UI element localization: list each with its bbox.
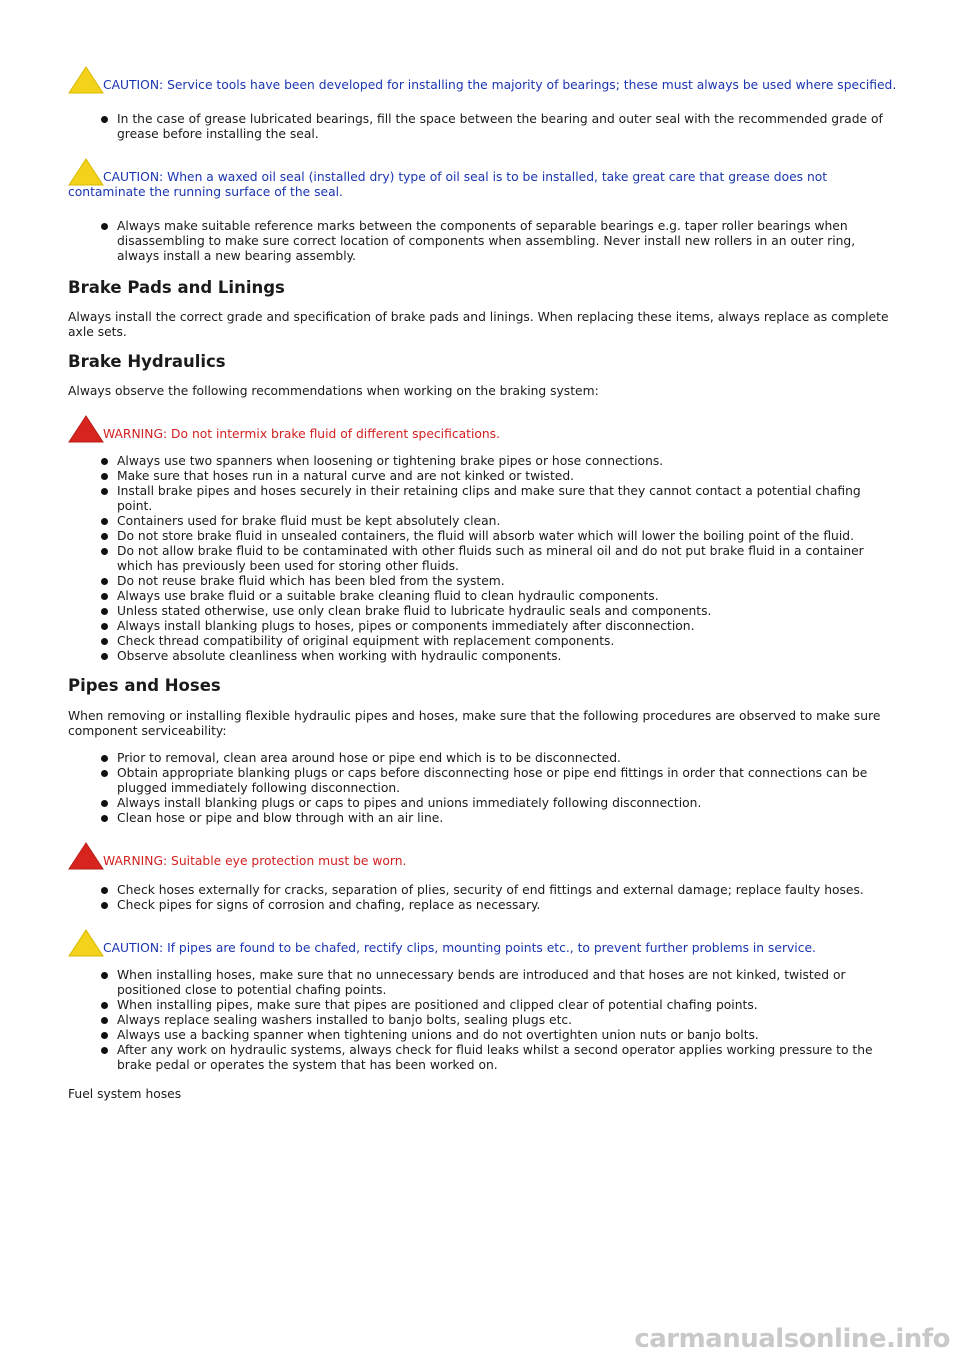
fuel-system-hoses-paragraph: Fuel system hoses — [68, 1087, 182, 1101]
list-item: Check hoses externally for cracks, separation of plies, security of end fittings and external damage; replace faulty hoses. — [117, 883, 898, 898]
caution-notice-chafed-pipes — [68, 941, 898, 956]
installation-list — [68, 968, 898, 1073]
section-heading-brake-hydraulics: Brake Hydraulics — [68, 352, 226, 371]
list-item: When installing hoses, make sure that no unnecessary bends are introduced and that hoses are not kinked, twisted or positioned close to potential chafing points. — [117, 968, 898, 998]
warning-notice-brake-fluid — [68, 427, 898, 442]
list-item: Check pipes for signs of corrosion and chafing, replace as necessary. — [117, 898, 898, 913]
list-item: Always make suitable reference marks between the components of separable bearings e.g. taper roller bearings when disassembling to make sure correct location of components when assembling. Never install new rollers in an outer ring, always install a new bearing assembly. — [117, 219, 898, 264]
caution-text: CAUTION: If pipes are found to be chafed, rectify clips, mounting points etc., to prevent further problems in service. — [103, 941, 816, 955]
list-item: Do not reuse brake fluid which has been bled from the system. — [117, 574, 898, 589]
caution-triangle-icon — [68, 158, 104, 186]
list-item: Always use two spanners when loosening or tightening brake pipes or hose connections. — [117, 454, 898, 469]
list-item: Always use brake fluid or a suitable brake cleaning fluid to clean hydraulic components. — [117, 589, 898, 604]
caution-text: CAUTION: Service tools have been developed for installing the majority of bearings; these must always be used where specified. — [103, 78, 897, 92]
list-item: Containers used for brake fluid must be kept absolutely clean. — [117, 514, 898, 529]
list-item: Prior to removal, clean area around hose or pipe end which is to be disconnected. — [117, 751, 898, 766]
caution-notice-waxed-seal — [68, 170, 898, 200]
bearing-grease-list — [68, 112, 898, 142]
section-heading-pipes-hoses: Pipes and Hoses — [68, 676, 221, 695]
warning-text: WARNING: Suitable eye protection must be worn. — [103, 854, 407, 868]
brake-hydraulics-paragraph: Always observe the following recommendations when working on the braking system: — [68, 384, 599, 398]
list-item: Unless stated otherwise, use only clean brake fluid to lubricate hydraulic seals and components. — [117, 604, 898, 619]
list-item: In the case of grease lubricated bearings, fill the space between the bearing and outer seal with the recommended grade of grease before installing the seal. — [117, 112, 898, 142]
list-item: Always replace sealing washers installed to banjo bolts, sealing plugs etc. — [117, 1013, 898, 1028]
list-item: After any work on hydraulic systems, always check for fluid leaks whilst a second operator applies working pressure to the brake pedal or operates the system that has been worked on. — [117, 1043, 898, 1073]
list-item: When installing pipes, make sure that pipes are positioned and clipped clear of potential chafing points. — [117, 998, 898, 1013]
brake-hydraulics-list — [68, 454, 898, 664]
warning-text: WARNING: Do not intermix brake fluid of different specifications. — [103, 427, 501, 441]
caution-triangle-icon — [68, 929, 104, 957]
list-item: Do not allow brake fluid to be contaminated with other fluids such as mineral oil and do not put brake fluid in a container which has previously been used for storing other fluids. — [117, 544, 898, 574]
section-heading-brake-pads: Brake Pads and Linings — [68, 278, 285, 297]
bearing-marks-list — [68, 219, 898, 264]
warning-triangle-icon — [68, 415, 104, 443]
caution-notice-bearings — [68, 78, 898, 93]
hose-check-list — [68, 883, 898, 913]
warning-notice-eye-protection — [68, 854, 898, 869]
watermark-brand: carmanualsonline.info — [634, 1324, 950, 1354]
warning-triangle-icon — [68, 842, 104, 870]
caution-text: CAUTION: When a waxed oil seal (installed dry) type of oil seal is to be installed, take great care that grease does not contaminate the running surface of the seal. — [68, 170, 828, 199]
caution-triangle-icon — [68, 66, 104, 94]
brake-pads-paragraph: Always install the correct grade and specification of brake pads and linings. When replacing these items, always replace as complete axle sets. — [68, 310, 889, 339]
list-item: Obtain appropriate blanking plugs or caps before disconnecting hose or pipe end fittings in order that connections can be plugged immediately following disconnection. — [117, 766, 898, 796]
pipes-hoses-paragraph: When removing or installing flexible hydraulic pipes and hoses, make sure that the following procedures are observed to make sure component serviceability: — [68, 709, 881, 738]
list-item: Observe absolute cleanliness when working with hydraulic components. — [117, 649, 898, 664]
pipes-removal-list — [68, 751, 898, 826]
list-item: Install brake pipes and hoses securely in their retaining clips and make sure that they cannot contact a potential chafing point. — [117, 484, 898, 514]
list-item: Always install blanking plugs to hoses, pipes or components immediately after disconnection. — [117, 619, 898, 634]
list-item: Always install blanking plugs or caps to pipes and unions immediately following disconnection. — [117, 796, 898, 811]
list-item: Do not store brake fluid in unsealed containers, the fluid will absorb water which will lower the boiling point of the fluid. — [117, 529, 898, 544]
list-item: Check thread compatibility of original equipment with replacement components. — [117, 634, 898, 649]
list-item: Make sure that hoses run in a natural curve and are not kinked or twisted. — [117, 469, 898, 484]
list-item: Clean hose or pipe and blow through with an air line. — [117, 811, 898, 826]
list-item: Always use a backing spanner when tightening unions and do not overtighten union nuts or banjo bolts. — [117, 1028, 898, 1043]
manual-page — [68, 66, 898, 1102]
